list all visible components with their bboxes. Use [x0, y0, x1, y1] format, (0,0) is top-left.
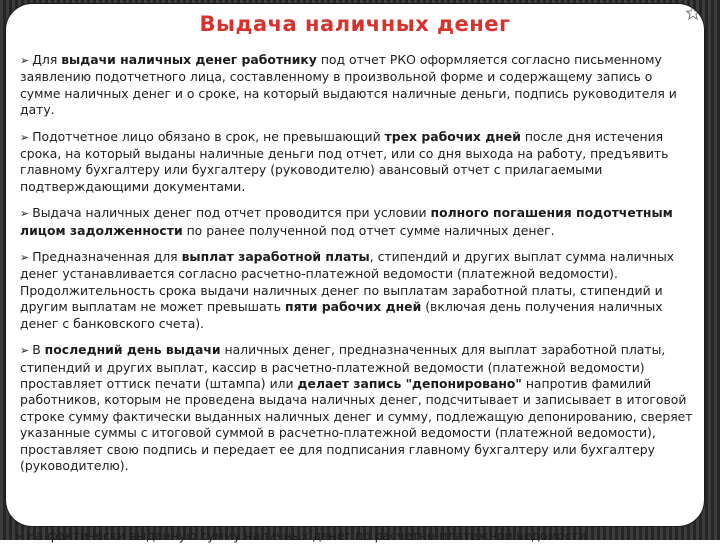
- arrow-bullet-icon: ➢: [20, 207, 30, 221]
- paragraph-text: , стипендий и других выплат сумма наличных денег устанавливается согласно расчетно-платежной ведомости (платежной ведомости). Продолжительность срока выдачи наличных денег по выплатам заработной платы, стипендий и другим выплатам не может превышать: [20, 249, 675, 315]
- paragraph-emphasis: делает запись "депонировано": [297, 375, 522, 391]
- slide-card: [6, 4, 704, 526]
- paragraph-text: Для: [32, 52, 62, 67]
- paragraph-2: [20, 129, 696, 196]
- paragraph-text: Предназначенная для: [32, 249, 182, 265]
- paragraph-3: [20, 205, 696, 239]
- arrow-bullet-icon: ➢: [20, 54, 30, 67]
- paragraph-emphasis: трех рабочих дней: [384, 128, 521, 144]
- paragraph-text: под отчет РКО оформляется согласно письменному заявлению подотчетного лица, составленному в произвольной форме и содержащему запись о сумме наличных денег и о сроке, на который выдаются наличные деньги, подпись руководителя и дату.: [20, 52, 677, 118]
- slide-body: [20, 52, 696, 484]
- paragraph-emphasis: выплат заработной платы: [181, 249, 370, 265]
- paragraph-text: наличных денег, предназначенных для выплат заработной платы, стипендий и других выплат, кассир в расчетно-платежной ведомости (платежной ведомости) проставляет оттиск печати (штампа) или: [20, 342, 666, 391]
- paragraph-text: напротив фамилий работников, которым не проведена выдача наличных денег, подсчитывает и записывает в итоговой строке сумму фактически выданных наличных денег и сумму, подлежащую депонированию, сверяет указанные суммы с итоговой суммой в расчетно-платежной ведомости (платежной ведомости), проставляет свою подпись и передает ее для подписания главному бухгалтеру или бухгалтеру (руководителю).: [20, 375, 693, 473]
- paragraph-4: [20, 249, 696, 332]
- slide-title: Выдача наличных денег: [199, 12, 511, 36]
- cut-off-paragraph: [14, 528, 690, 545]
- paragraph-emphasis: полного погашения подотчетным лицом задолженности: [20, 205, 673, 238]
- paragraph-text: по ранее полученной под отчет сумме наличных денег.: [182, 222, 555, 238]
- paragraph-emphasis: выдачи наличных денег работнику: [61, 52, 317, 67]
- paragraph-text: На фактически выданную сумму наличных денег по расчетно-платежной ведомости: [26, 528, 587, 543]
- paragraph-text: В: [32, 342, 45, 358]
- star-icon: [686, 6, 700, 20]
- paragraph-1: [20, 52, 696, 119]
- arrow-bullet-icon: ➢: [14, 530, 24, 543]
- paragraph-emphasis: последний день выдачи: [44, 342, 221, 358]
- paragraph-text: Подотчетное лицо обязано в срок, не превышающий: [32, 128, 385, 144]
- paragraph-text: после дня истечения срока, на который выданы наличные деньги под отчет, или со дня выхода на работу, предъявить главному бухгалтеру или бухгалтеру (руководителю) авансовый отчет с прилагаемыми подтверждающими документами.: [20, 128, 669, 194]
- arrow-bullet-icon: ➢: [20, 251, 30, 265]
- arrow-bullet-icon: ➢: [20, 344, 30, 358]
- arrow-bullet-icon: ➢: [20, 130, 30, 144]
- paragraph-emphasis: пяти рабочих дней: [285, 299, 422, 315]
- paragraph-text: Выдача наличных денег под отчет проводится при условии: [32, 205, 431, 221]
- paragraph-5: [20, 342, 696, 474]
- paragraph-text: (включая день получения наличных денег с банковского счета).: [20, 299, 663, 331]
